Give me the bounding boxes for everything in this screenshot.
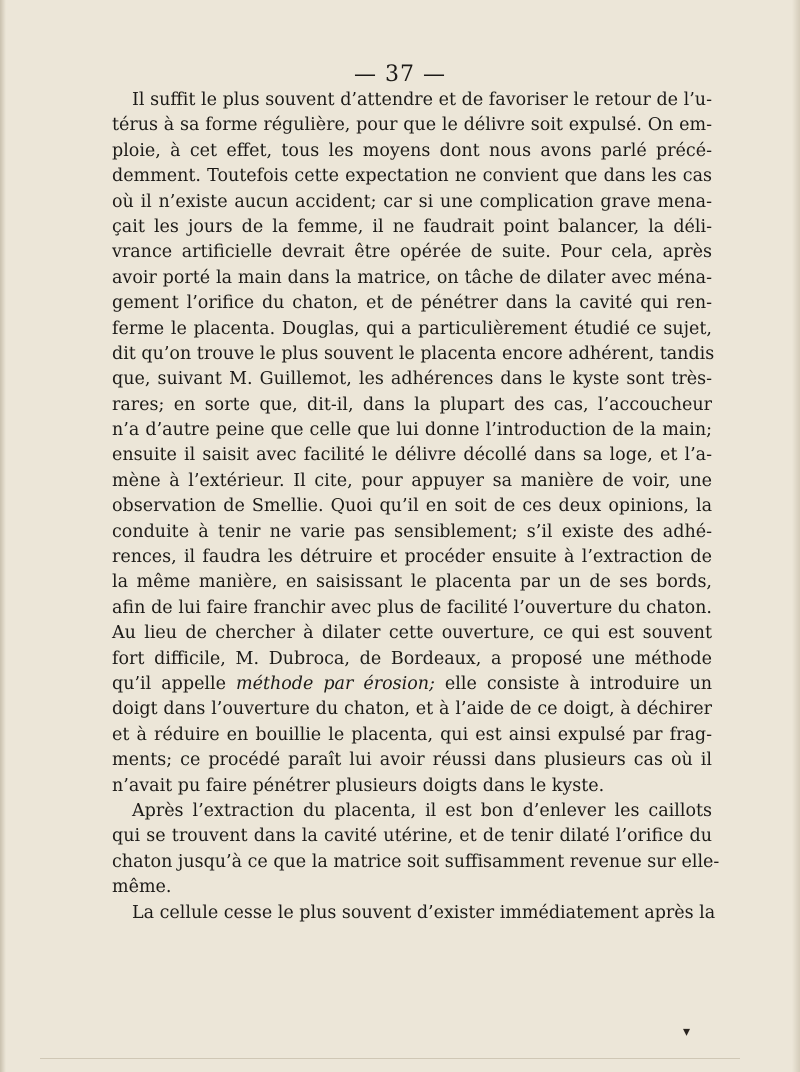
text-line: ferme le placenta. Douglas, qui a particulièrement étudié ce sujet, — [112, 318, 712, 339]
text-line: ensuite il saisit avec facilité le délivre décollé dans sa loge, et l’a- — [112, 445, 712, 466]
italic-term: méthode par érosion; — [236, 673, 435, 694]
page-number: — 37 — — [354, 62, 446, 87]
text-line: afin de lui faire franchir avec plus de facilité l’ouverture du chaton. — [112, 597, 712, 618]
text-line: n’avait pu faire pénétrer plusieurs doigts dans le kyste. — [112, 775, 605, 796]
text-line: vrance artificielle devrait être opérée de suite. Pour cela, après — [112, 242, 712, 263]
text-line: Au lieu de chercher à dilater cette ouverture, ce qui est souvent — [112, 623, 712, 644]
printer-mark-icon: ▾ — [683, 1024, 691, 1040]
text-segment: qu’il appelle — [112, 673, 236, 694]
text-segment: elle consiste à introduire un — [434, 673, 713, 694]
text-line: que, suivant M. Guillemot, les adhérences dans le kyste sont très- — [112, 369, 712, 390]
text-line: demment. Toutefois cette expectation ne convient que dans les cas — [112, 166, 712, 187]
page-bottom-edge — [40, 1058, 740, 1059]
text-line: dit qu’on trouve le plus souvent le placenta encore adhérent, tandis — [112, 343, 715, 364]
text-line: la même manière, en saisissant le placenta par un de ses bords, — [112, 572, 712, 593]
text-line: Après l’extraction du placenta, il est bon d’enlever les caillots — [132, 800, 712, 821]
text-line: rares; en sorte que, dit-il, dans la plupart des cas, l’accoucheur — [112, 394, 712, 415]
text-line: térus à sa forme régulière, pour que le délivre soit expulsé. On em- — [112, 115, 712, 136]
page-right-edge — [792, 0, 800, 1072]
text-line: rences, il faudra les détruire et procéder ensuite à l’extraction de — [112, 547, 712, 568]
text-line: chaton jusqu’à ce que la matrice soit suffisamment revenue sur elle- — [112, 851, 720, 872]
text-line: n’a d’autre peine que celle que lui donne l’introduction de la main; — [112, 420, 712, 441]
text-line: observation de Smellie. Quoi qu’il en soit de ces deux opinions, la — [112, 496, 712, 517]
text-line: qui se trouvent dans la cavité utérine, et de tenir dilaté l’orifice du — [112, 826, 712, 847]
text-line: La cellule cesse le plus souvent d’exister immédiatement après la — [132, 902, 716, 923]
text-line: même. — [112, 877, 172, 898]
text-line: conduite à tenir ne varie pas sensiblement; s’il existe des adhé- — [112, 521, 712, 542]
text-line: mène à l’extérieur. Il cite, pour appuyer sa manière de voir, une — [112, 470, 712, 491]
text-line: où il n’existe aucun accident; car si une complication grave mena- — [112, 191, 712, 212]
text-line: doigt dans l’ouverture du chaton, et à l’aide de ce doigt, à déchirer — [112, 699, 712, 720]
text-line: Il suffit le plus souvent d’attendre et de favoriser le retour de l’u- — [132, 90, 712, 110]
text-line: çait les jours de la femme, il ne faudrait point balancer, la déli- — [112, 216, 712, 237]
body-text — [112, 88, 720, 926]
text-line: et à réduire en bouillie le placenta, qui est ainsi expulsé par frag- — [112, 724, 712, 745]
text-line: avoir porté la main dans la matrice, on tâche de dilater avec ména- — [112, 267, 712, 288]
text-line: gement l’orifice du chaton, et de pénétrer dans la cavité qui ren- — [112, 293, 712, 314]
text-line-with-italic — [112, 672, 712, 697]
text-line: ploie, à cet effet, tous les moyens dont nous avons parlé précé- — [112, 140, 712, 161]
page-left-edge — [0, 0, 6, 1072]
text-line: ments; ce procédé paraît lui avoir réussi dans plusieurs cas où il — [112, 750, 712, 771]
text-line: fort difficile, M. Dubroca, de Bordeaux, a proposé une méthode — [112, 648, 712, 669]
